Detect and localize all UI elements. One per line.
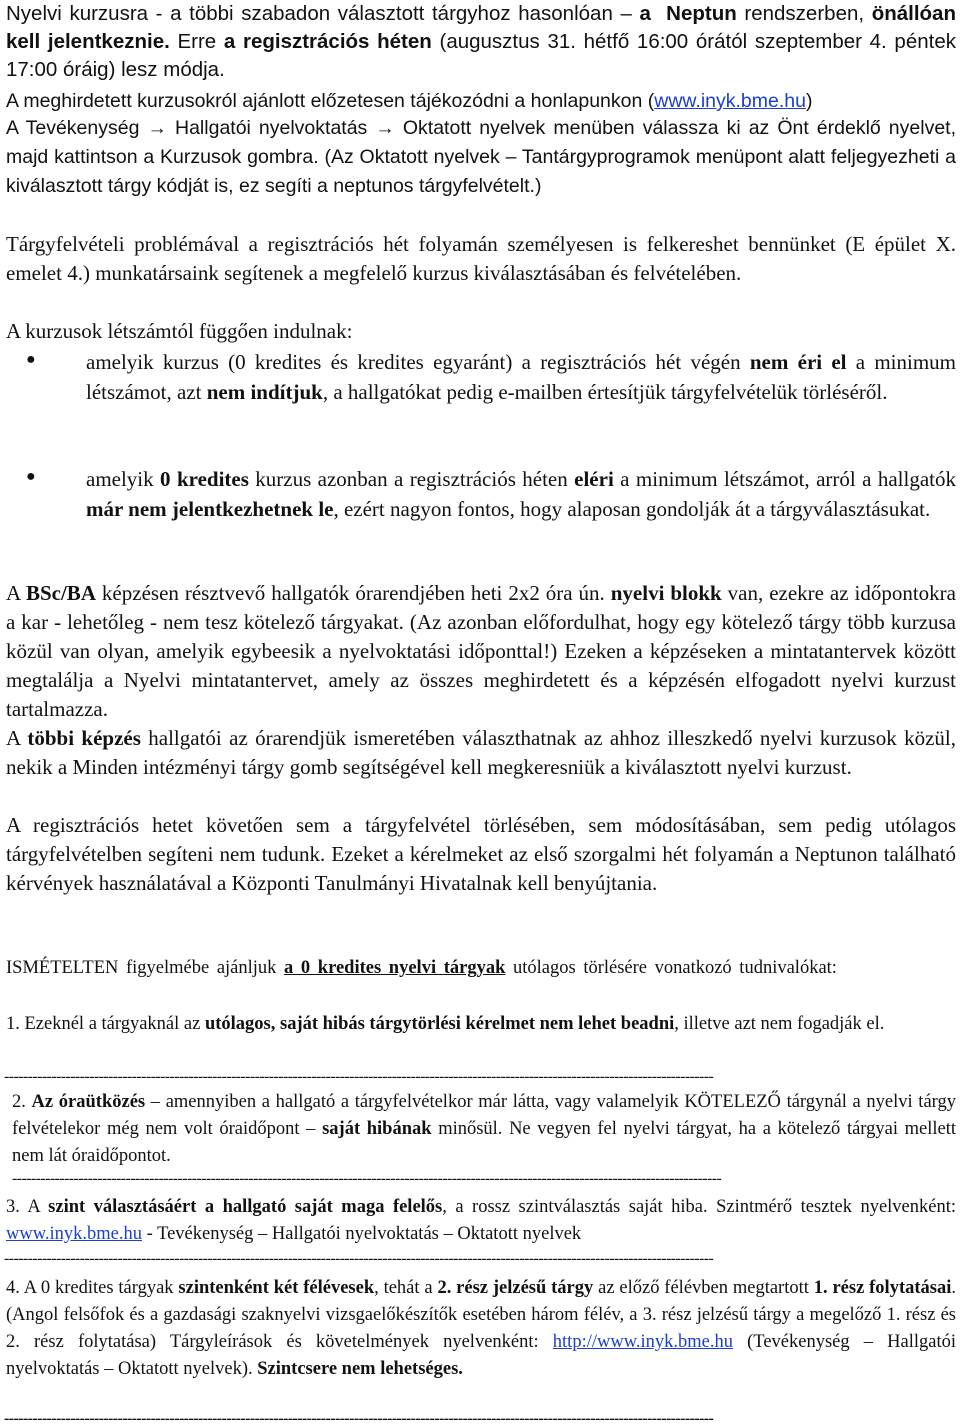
rule-item-2: 2. Az óraütközés – amennyiben a hallgató a tárgyfelvételkor már látta, vagy valamelyik KÖTELEZŐ tárgynál a nyelvi tárgy felvételekor még nem volt óraidőpont – saját hibának minősül. Ne vegyen fel nyelvi tárgyat, ha a kötelező tárgyai mellett nem lát óraidőpontot. <box>12 1092 956 1166</box>
course-start-paragraph: A kurzusok létszámtól függően indulnak: <box>6 319 353 343</box>
website-paragraph: A meghirdetett kurzusokról ajánlott előzetesen tájékozódni a honlapunkon (www.inyk.bme.hu) <box>6 90 813 112</box>
course-descriptions-link[interactable]: http://www.inyk.bme.hu <box>552 1332 733 1352</box>
rule-item-4: 4. A 0 kredites tárgyak szintenként két félévesek, tehát a 2. rész jelzésű tárgy az előző félévben megtartott 1. rész folytatásai. (Angol felsőfok és a gazdasági szaknyelvi vizsgaelőkészítők esetében három félév, a 3. rész jelzésű tárgy a megelőző 1. rész és 2. rész folytatása) Tárgyleírások és követelmények nyelvenként: http://www.inyk.bme.hu (Tevékenység – Hallgatói nyelvoktatás – Oktatott nyelvek). Szintcsere nem lehetséges. <box>6 1278 956 1379</box>
rule-item-3: 3. A szint választásáért a hallgató saját maga felelős, a rossz szintválasztás saját hiba. Szintmérő tesztek nyelvenként: www.inyk.bme.hu - Tevékenység – Hallgatói nyelvoktatás – Oktatott nyelvek <box>6 1197 956 1244</box>
bullet-item: amelyik 0 kredites kurzus azonban a regisztrációs héten eléri a minimum létszámot, arról a hallgatók már nem jelentkezhetnek le, ezért nagyon fontos, hogy alaposan gondolják át a tárgyválasztásukat. <box>86 467 956 521</box>
problem-paragraph: Tárgyfelvételi problémával a regisztrációs hét folyamán személyesen is felkereshet bennünket (E épület X. emelet 4.) munkatársaink segítenek a megfelelő kurzus kiválasztásában és felvételében. <box>6 232 956 285</box>
bullet-dot-icon: ● <box>26 351 36 368</box>
bsc-paragraph: A BSc/BA képzésen résztvevő hallgatók órarendjében heti 2x2 óra ún. nyelvi blokk van, ezekre az időpontokra a kar - lehetőleg - nem tesz kötelező tárgyakat. (Az azonban előfordulhat, hogy egy kötelező tárgy több kurzusa közül van olyan, amelyik egybeesik a nyelvoktatási időponttal!) Ezeken a képzéseken a mintatantervek között megtalálja a Nyelvi mintatantervet, amely az összes meghirdetett és a képzésén elfogadott nyelvi kurzust tartalmazza. <box>6 581 956 721</box>
intro-paragraph: Nyelvi kurzusra - a többi szabadon választott tárgyhoz hasonlóan – a Neptun rendszerben, önállóan kell jelentkeznie. Erre a regisztrációs héten (augusztus 31. hétfő 16:00 órától szeptember 4. péntek 17:00 óráig) lesz módja. <box>6 2 956 81</box>
menu-instructions-paragraph: A Tevékenység → Hallgatói nyelvoktatás → Oktatott nyelvek menüben válassza ki az Önt érdeklő nyelvet, majd kattintson a Kurzusok gombra. (Az Oktatott nyelvek – Tantárgyprogramok menüpont alatt feljegyezheti a kiválasztott tárgy kódját is, ez segíti a neptunos tárgyfelvételt.) <box>6 117 956 197</box>
inyk-link[interactable]: www.inyk.bme.hu <box>654 90 806 112</box>
separator-line: ------------------------------------------------------------------------------------------------------------------------------------------------------ <box>4 1250 714 1267</box>
after-registration-paragraph: A regisztrációs hetet követően sem a tárgyfelvétel törlésében, sem módosításában, sem pedig utólagos tárgyfelvételben segíteni nem tudunk. Ezeket a kérelmeket az első szorgalmi hét folyamán a Neptunon található kérvények használatával a Központi Tanulmányi Hivatalnak kell benyújtania. <box>6 813 956 895</box>
separator-line: ------------------------------------------------------------------------------------------------------------------------------------------------------ <box>12 1170 722 1187</box>
reminder-paragraph: ISMÉTELTEN figyelmébe ajánljuk a 0 kredites nyelvi tárgyak utólagos törlésére vonatkozó tudnivalókat: <box>6 958 837 978</box>
separator-line: ------------------------------------------------------------------------------------------------------------------------------------------------------ <box>4 1068 714 1085</box>
rule-item-1: 1. Ezeknél a tárgyaknál az utólagos, saját hibás tárgytörlési kérelmet nem lehet beadni, illetve azt nem fogadják el. <box>6 1014 885 1034</box>
separator-line: ------------------------------------------------------------------------------------------------------------------------------------------------------ <box>4 1410 714 1427</box>
other-programs-paragraph: A többi képzés hallgatói az órarendjük ismeretében választhatnak az ahhoz illeszkedő nyelvi kurzusok közül, nekik a Minden intézményi tárgy gomb segítségével kell megkeresniük a kiválasztott nyelvi kurzust. <box>6 726 956 779</box>
bullet-dot-icon: ● <box>26 468 36 485</box>
level-test-link[interactable]: www.inyk.bme.hu <box>6 1224 142 1244</box>
bullet-item: amelyik kurzus (0 kredites és kredites egyaránt) a regisztrációs hét végén nem éri el a minimum létszámot, azt nem indítjuk, a hallgatókat pedig e-mailben értesítjük tárgyfelvételük törléséről. <box>86 350 957 404</box>
